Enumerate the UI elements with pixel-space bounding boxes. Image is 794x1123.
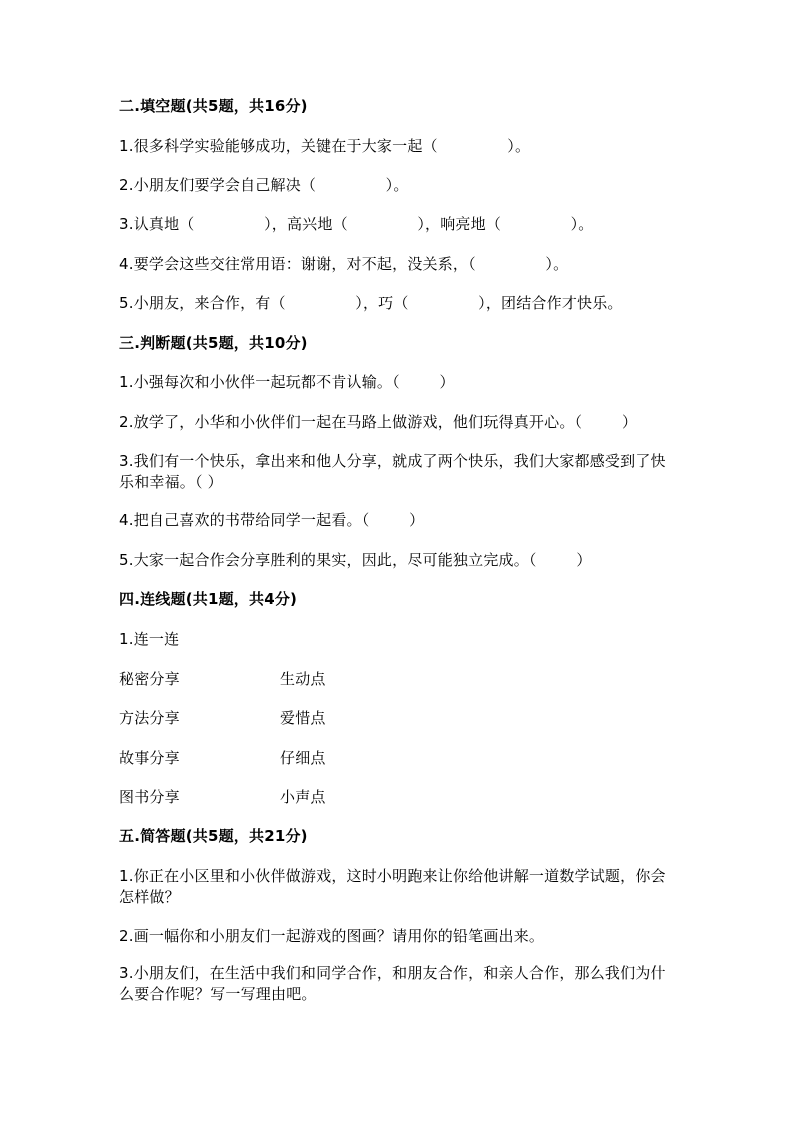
- section-title-judge: 三.判断题(共5题，共10分): [119, 334, 308, 352]
- match-left-item: 故事分享: [119, 749, 180, 767]
- judge-question-5: 5.大家一起合作会分享胜利的果实，因此，尽可能独立完成。（ ）: [119, 551, 592, 569]
- section-title-short: 五.简答题(共5题，共21分): [119, 827, 308, 845]
- judge-question-4: 4.把自己喜欢的书带给同学一起看。（ ）: [119, 511, 425, 529]
- match-left-item: 秘密分享: [119, 670, 180, 688]
- short-question-2: 2.画一幅你和小朋友们一起游戏的图画？请用你的铅笔画出来。: [119, 927, 545, 945]
- match-right-item: 小声点: [280, 788, 326, 806]
- match-left-item: 方法分享: [119, 709, 180, 727]
- match-right-item: 仔细点: [280, 749, 326, 767]
- match-right-item: 爱惜点: [280, 709, 326, 727]
- short-question-1: 1.你正在小区里和小伙伴做游戏，这时小明跑来让你给他讲解一道数学试题，你会怎样做？: [119, 867, 666, 906]
- section-title-match: 四.连线题(共1题，共4分): [119, 590, 298, 608]
- section-title-fill: 二.填空题(共5题，共16分): [119, 97, 308, 115]
- fill-question-5: 5.小朋友，来合作，有（ ），巧（ ），团结合作才快乐。: [119, 294, 623, 312]
- judge-question-2: 2.放学了，小华和小伙伴们一起在马路上做游戏，他们玩得真开心。（ ）: [119, 413, 638, 431]
- judge-question-3: 3.我们有一个快乐，拿出来和他人分享，就成了两个快乐，我们大家都感受到了快乐和幸福。（ ）: [119, 452, 666, 491]
- fill-question-3: 3.认真地（ ），高兴地（ ），响亮地（ ）。: [119, 215, 594, 233]
- fill-question-4: 4.要学会这些交往常用语：谢谢，对不起，没关系，（ ）。: [119, 255, 569, 273]
- fill-question-1: 1.很多科学实验能够成功，关键在于大家一起（ ）。: [119, 137, 531, 155]
- short-question-3: 3.小朋友们，在生活中我们和同学合作，和朋友合作，和亲人合作，那么我们为什么要合作呢？写一写理由吧。: [119, 964, 666, 1003]
- match-left-item: 图书分享: [119, 788, 180, 806]
- match-right-item: 生动点: [280, 670, 326, 688]
- fill-question-2: 2.小朋友们要学会自己解决（ ）。: [119, 176, 409, 194]
- match-question-1: 1.连一连: [119, 630, 180, 648]
- judge-question-1: 1.小强每次和小伙伴一起玩都不肯认输。（ ）: [119, 373, 455, 391]
